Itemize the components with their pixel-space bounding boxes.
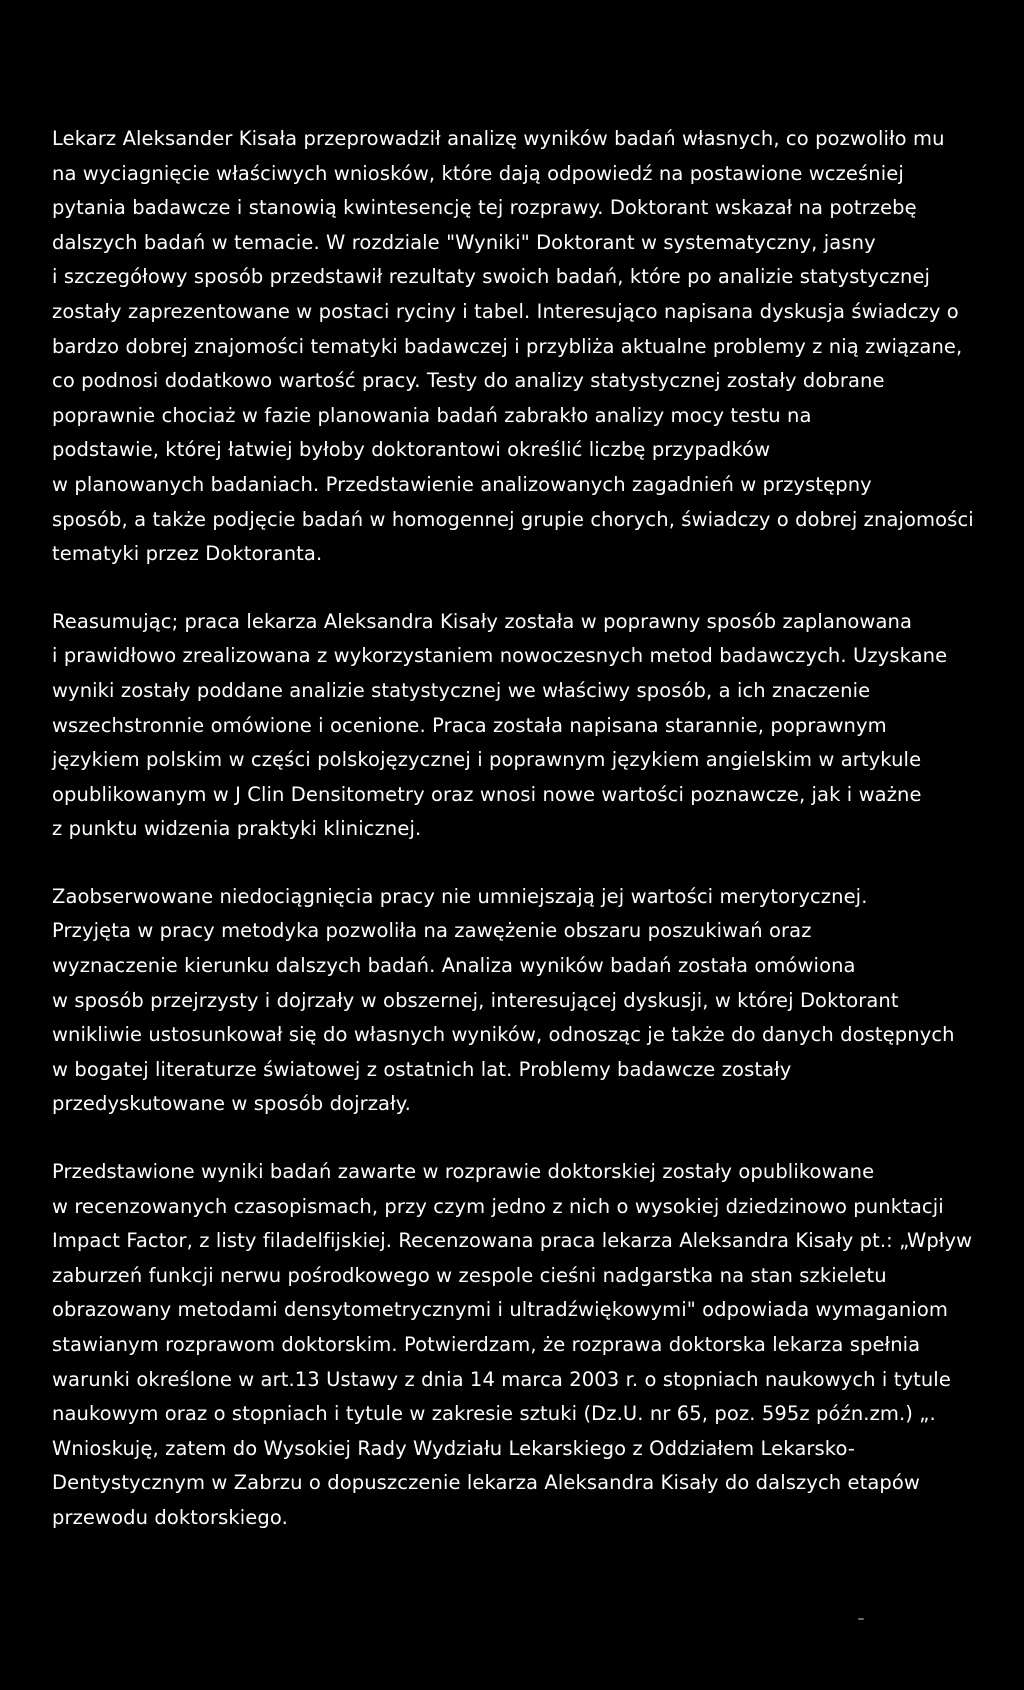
text-line: w sposób przejrzysty i dojrzały w obszernej, interesującej dyskusji, w której Doktorant [52, 988, 899, 1012]
text-line: i prawidłowo zrealizowana z wykorzystaniem nowoczesnych metod badawczych. Uzyskane [52, 644, 948, 668]
text-line: przewodu doktorskiego. [52, 1505, 288, 1529]
paragraph-publications-motion [52, 1155, 1024, 1536]
text-line: pytania badawcze i stanowią kwintesencję tej rozprawy. Doktorant wskazał na potrzebę [52, 196, 917, 220]
text-line: wyznaczenie kierunku dalszych badań. Analiza wyników badań została omówiona [52, 954, 856, 978]
text-line: poprawnie chociaż w fazie planowania badań zabrakło analizy mocy testu na [52, 403, 812, 427]
text-line: przedyskutowane w sposób dojrzały. [52, 1092, 411, 1116]
text-line: w bogatej literaturze światowej z ostatnich lat. Problemy badawcze zostały [52, 1057, 792, 1081]
paragraph-results-summary [52, 122, 1024, 572]
text-line: wnikliwie ustosunkował się do własnych wyników, odnosząc je także do danych dostępnych [52, 1023, 955, 1047]
text-line: zostały zaprezentowane w postaci ryciny i tabel. Interesująco napisana dyskusja świadczy o [52, 299, 959, 323]
text-line: wyniki zostały poddane analizie statystycznej we właściwy sposób, a ich znaczenie [52, 678, 871, 702]
document-page [52, 122, 1024, 1569]
text-line: warunki określone w art.13 Ustawy z dnia 14 marca 2003 r. o stopniach naukowych i tytule [52, 1367, 951, 1391]
text-line: wszechstronnie omówione i ocenione. Praca została napisana starannie, poprawnym [52, 713, 887, 737]
scan-artifact-mark [858, 1618, 864, 1620]
text-line: naukowym oraz o stopniach i tytule w zakresie sztuki (Dz.U. nr 65, poz. 595z późn.zm.) „. [52, 1402, 936, 1426]
paragraph-shortcomings [52, 880, 1024, 1122]
text-line: sposób, a także podjęcie badań w homogennej grupie chorych, świadczy o dobrej znajomości [52, 507, 974, 531]
text-line: w planowanych badaniach. Przedstawienie analizowanych zagadnień w przystępny [52, 472, 872, 496]
text-line: obrazowany metodami densytometrycznymi i ultradźwiękowymi" odpowiada wymaganiom [52, 1298, 949, 1322]
text-line: stawianym rozprawom doktorskim. Potwierdzam, że rozprawa doktorska lekarza spełnia [52, 1333, 921, 1356]
text-line: opublikowanym w J Clin Densitometry oraz wnosi nowe wartości poznawcze, jak i ważne [52, 782, 922, 806]
text-line: w recenzowanych czasopismach, przy czym jedno z nich o wysokiej dziedzinowo punktacji [52, 1194, 944, 1218]
text-line: dalszych badań w temacie. W rozdziale "Wyniki" Doktorant w systematyczny, jasny [52, 230, 876, 254]
text-line: Wnioskuję, zatem do Wysokiej Rady Wydziału Lekarskiego z Oddziałem Lekarsko- [52, 1436, 855, 1460]
text-line: tematyki przez Doktoranta. [52, 542, 323, 566]
text-line: Przedstawione wyniki badań zawarte w rozprawie doktorskiej zostały opublikowane [52, 1160, 875, 1184]
text-line: z punktu widzenia praktyki klinicznej. [52, 817, 422, 841]
text-line: i szczegółowy sposób przedstawił rezultaty swoich badań, które po analizie statystycznej [52, 265, 931, 289]
text-line: Impact Factor, z listy filadelfijskiej. Recenzowana praca lekarza Aleksandra Kisały pt.: „Wpływ [52, 1229, 973, 1253]
text-line: zaburzeń funkcji nerwu pośrodkowego w zespole cieśni nadgarstka na stan szkieletu [52, 1263, 887, 1287]
text-line: językiem polskim w części polskojęzycznej i poprawnym językiem angielskim w artykule [52, 748, 922, 772]
text-line: co podnosi dodatkowo wartość pracy. Testy do analizy statystycznej zostały dobrane [52, 369, 885, 393]
text-line: na wyciagnięcie właściwych wniosków, które dają odpowiedź na postawione wcześniej [52, 161, 904, 185]
text-line: Reasumując; praca lekarza Aleksandra Kisały została w poprawny sposób zaplanowana [52, 609, 913, 633]
text-line: podstawie, której łatwiej byłoby doktorantowi określić liczbę przypadków [52, 438, 771, 462]
text-line: Zaobserwowane niedociągnięcia pracy nie umniejszają jej wartości merytorycznej. [52, 884, 868, 908]
text-line: Lekarz Aleksander Kisała przeprowadził analizę wyników badań własnych, co pozwoliło mu [52, 127, 945, 150]
paragraph-conclusion [52, 605, 1024, 847]
text-line: bardzo dobrej znajomości tematyki badawczej i przybliża aktualne problemy z nią związane, [52, 334, 963, 358]
text-line: Dentystycznym w Zabrzu o dopuszczenie lekarza Aleksandra Kisały do dalszych etapów [52, 1471, 920, 1495]
text-line: Przyjęta w pracy metodyka pozwoliła na zawężenie obszaru poszukiwań oraz [52, 919, 812, 943]
